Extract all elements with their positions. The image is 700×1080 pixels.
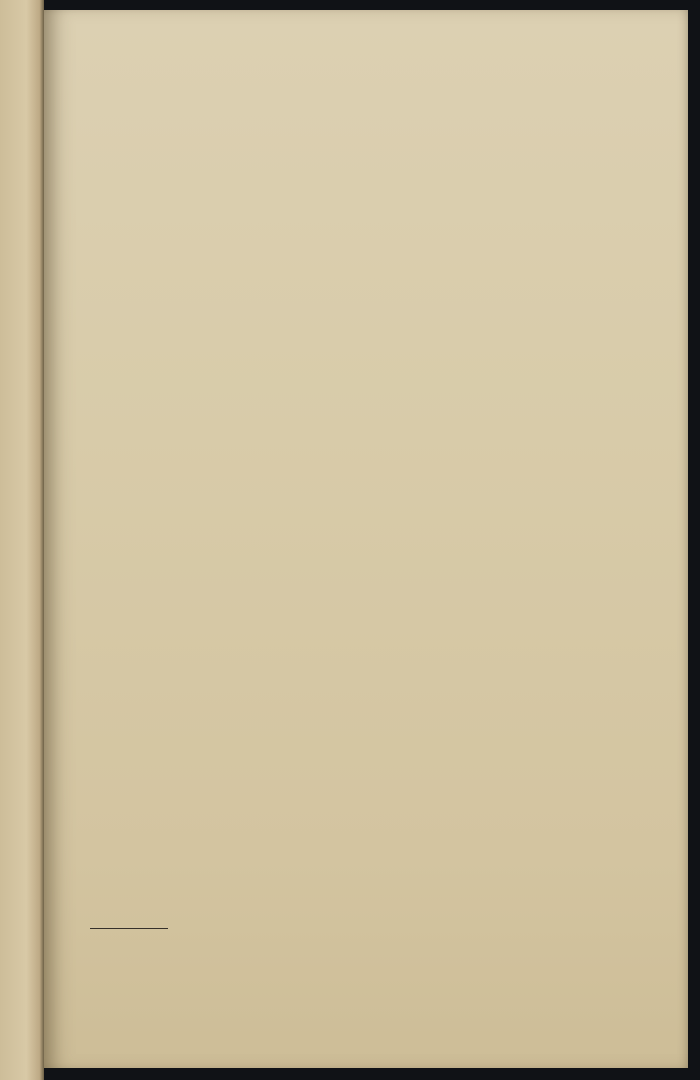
main-text	[90, 74, 630, 84]
book-page	[44, 10, 688, 1068]
facing-page-edge	[0, 0, 44, 1080]
footnote-rule	[90, 928, 168, 929]
